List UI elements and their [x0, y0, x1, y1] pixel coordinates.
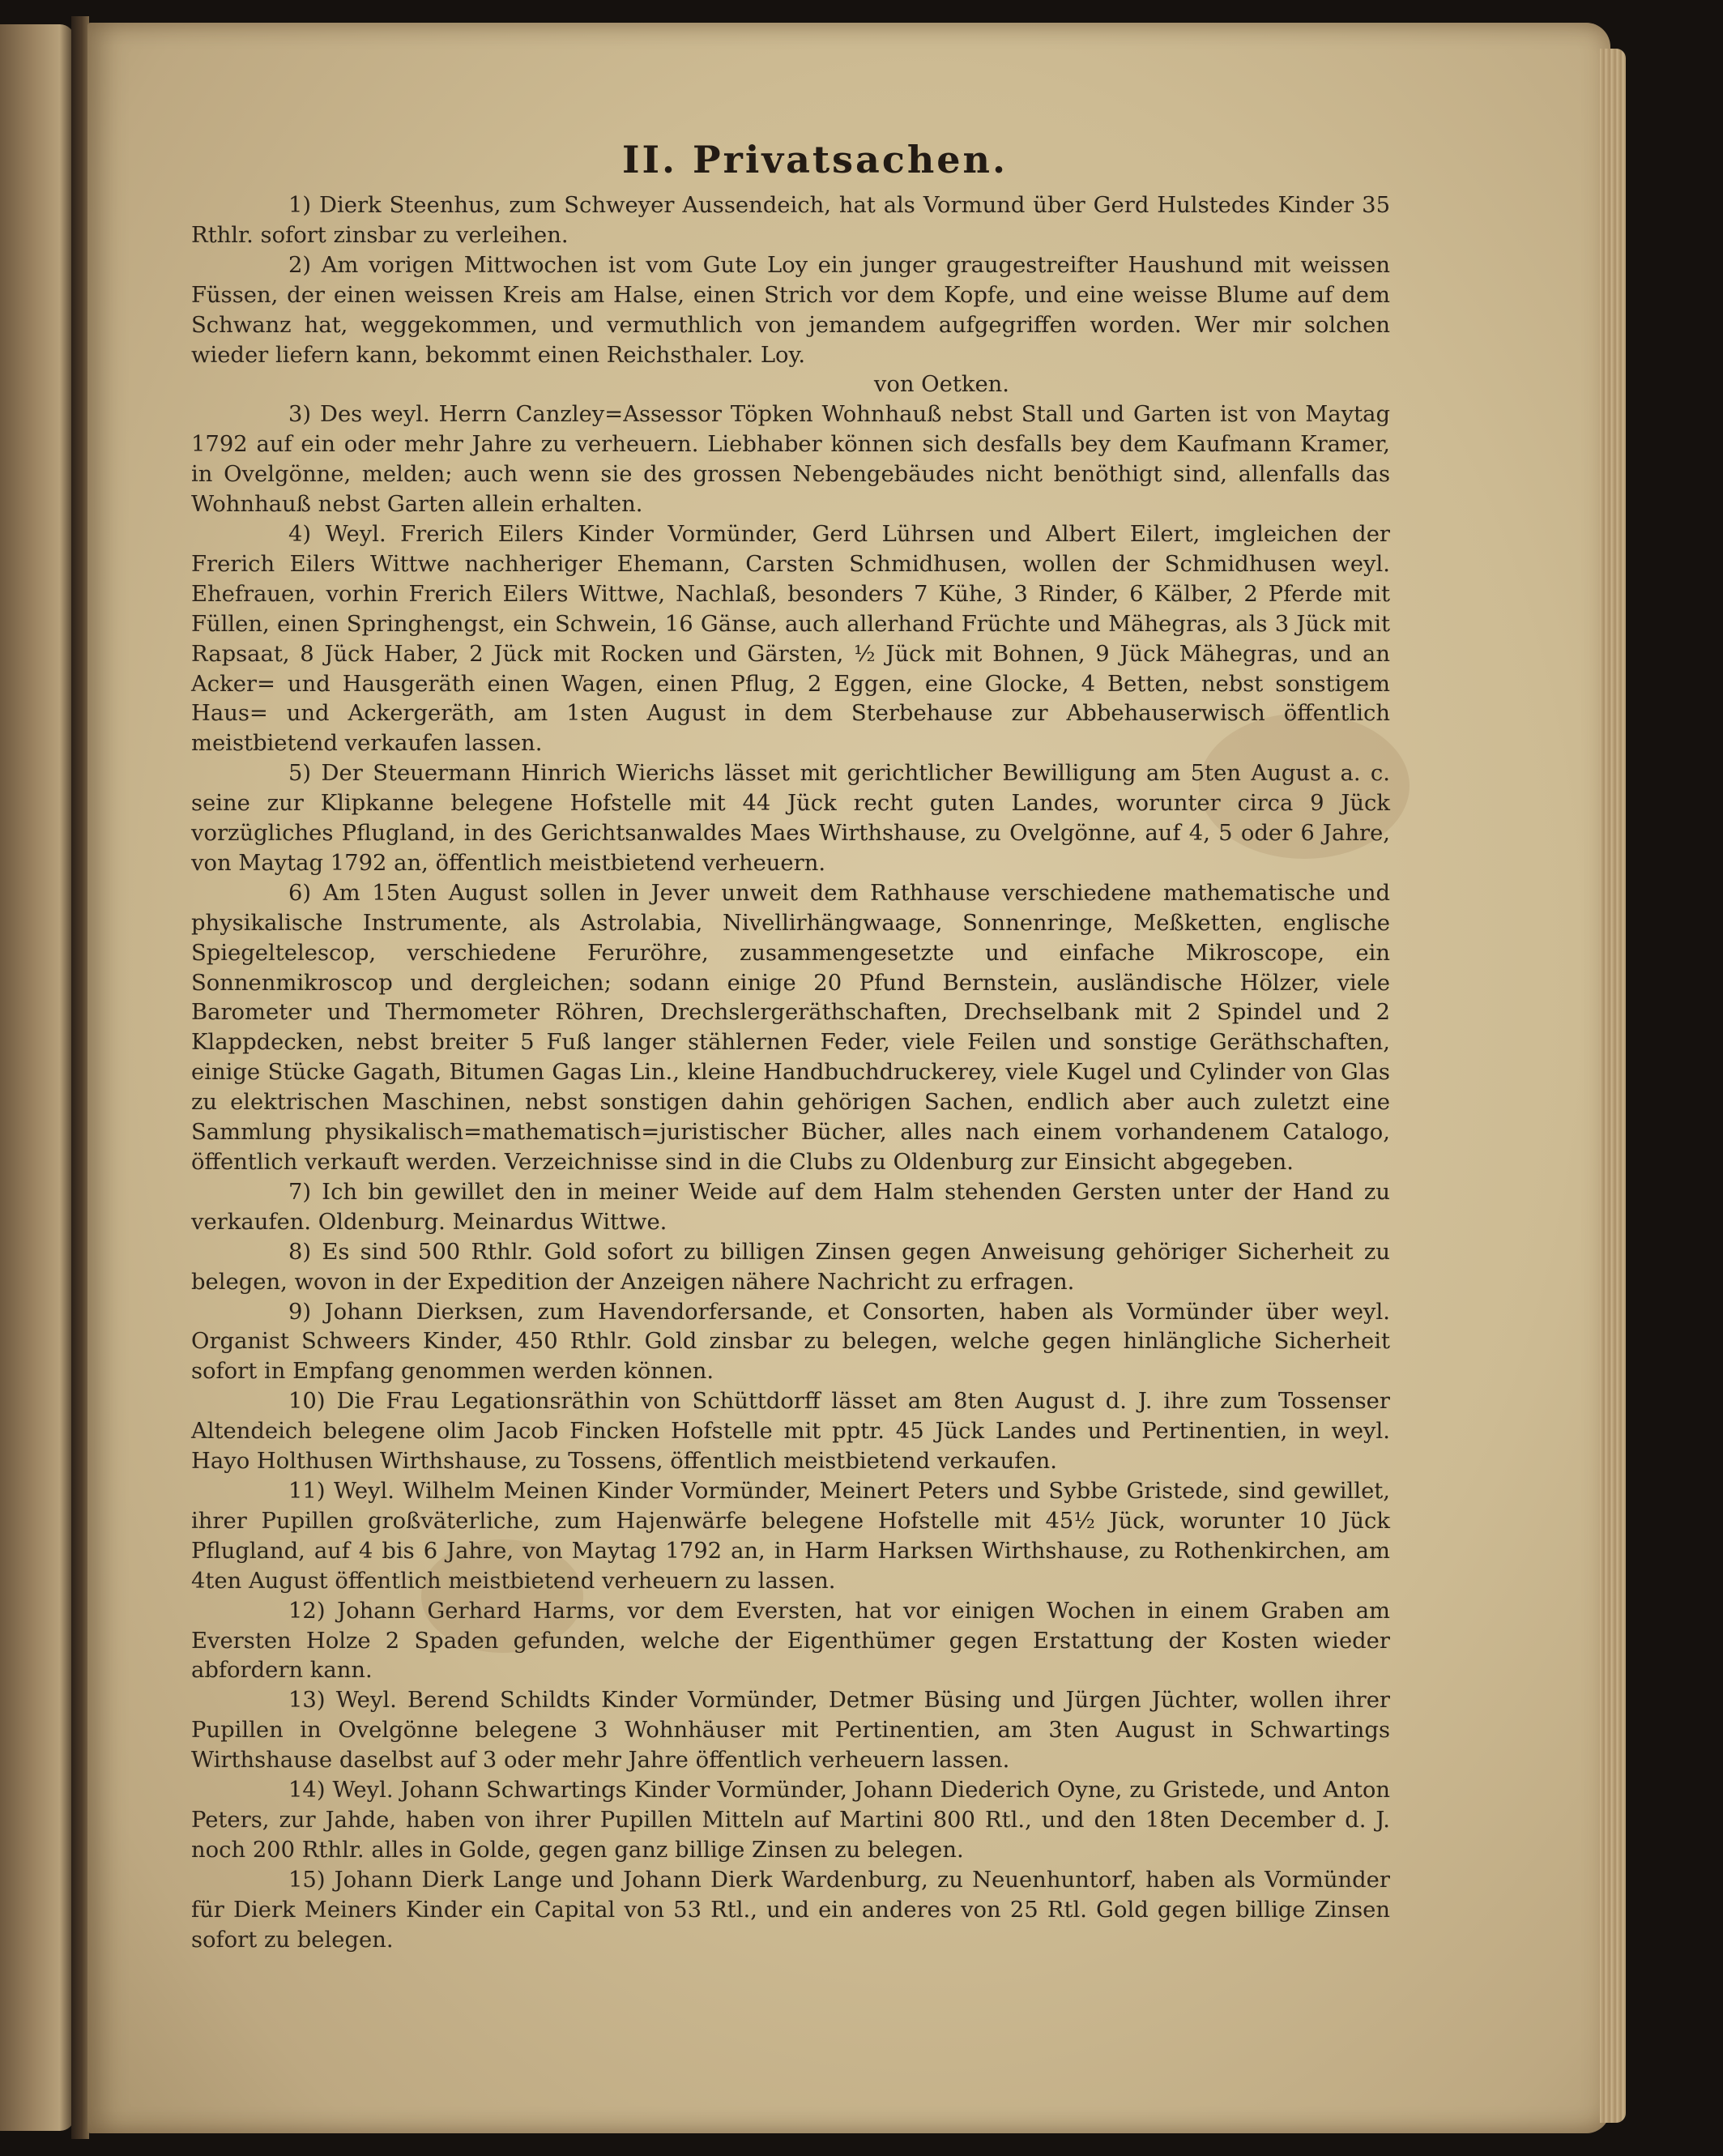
notice-14	[191, 1776, 1390, 1866]
notice-text: 15) Johann Dierk Lange und Johann Dierk Wardenburg, zu Neuenhuntorf, haben als Vormünder für Dierk Meiners Kinder ein Capital von 53 Rtl., und ein anderes von 25 Rtl. Gold gegen billige Zinsen sofort zu belegen.	[191, 1867, 1390, 1953]
section-title: II. Privatsachen.	[621, 138, 1009, 181]
notice-2	[191, 251, 1390, 401]
notice-8	[191, 1238, 1390, 1298]
notice-text: 6) Am 15ten August sollen in Jever unweit dem Rathhause verschiedene mathematische und physikalische Instrumente, als Astrolabia, Nivellirhängwaage, Sonnenringe, Meßketten, englische Spiegeltelescop, verschiedene Feruröhre, zusammengesetzte und einfache Mikroscope, ein Sonnenmikroscop und dergleichen; sodann einige 20 Pfund Bernstein, ausländische Hölzer, viele Barometer und Thermometer Röhren, Drechslergeräthschaften, Drechselbank mit 2 Spindel und 2 Klappdecken, nebst breiter 5 Fuß langer stählernen Feder, viele Feilen und sonstige Geräthschaften, einige Stücke Gagath, Bitumen Gagas Lin., kleine Handbuchdruckerey, viele Kugel und Cylinder von Glas zu elektrischen Maschinen, nebst sonstigen dahin gehörigen Sachen, endlich aber auch zuletzt eine Sammlung physikalisch=mathematisch=juristischer Bücher, alles nach einem vorhandenem Catalogo, öffentlich verkauft werden. Verzeichnisse sind in die Clubs zu Oldenburg zur Einsicht abgegeben.	[191, 880, 1390, 1175]
facing-page-edge	[0, 24, 75, 2131]
page-stack-edge	[1600, 49, 1626, 2123]
notice-text: 12) Johann Gerhard Harms, vor dem Eversten, hat vor einigen Wochen in einem Graben am Eversten Holze 2 Spaden gefunden, welche der Eigenthümer gegen Erstattung der Kosten wieder abfordern kann.	[191, 1598, 1390, 1684]
notice-text: 1) Dierk Steenhus, zum Schweyer Aussendeich, hat als Vormund über Gerd Hulstedes Kinder 35 Rthlr. sofort zinsbar zu verleihen.	[191, 193, 1390, 248]
notice-list	[191, 191, 1390, 1955]
book-gutter	[71, 16, 89, 2139]
notice-7	[191, 1178, 1390, 1238]
notice-1	[191, 191, 1390, 251]
notice-3	[191, 400, 1390, 520]
notice-text: 9) Johann Dierksen, zum Havendorfersande, et Consorten, haben als Vormünder über weyl. Organist Schweers Kinder, 450 Rthlr. Gold zinsbar zu belegen, welche gegen hinlängliche Sicherheit sofort in Empfang genommen werden können.	[191, 1299, 1390, 1385]
notice-text: 3) Des weyl. Herrn Canzley=Assessor Töpken Wohnhauß nebst Stall und Garten ist von Maytag 1792 auf ein oder mehr Jahre zu verheuern. Liebhaber können sich desfalls bey dem Kaufmann Kramer, in Ovelgönne, melden; auch wenn sie des grossen Nebengebäudes nicht benöthigt sind, allenfalls das Wohnhauß nebst Garten allein erhalten.	[191, 402, 1390, 518]
notice-text: 5) Der Steuermann Hinrich Wierichs lässet mit gerichtlicher Bewilligung am 5ten August a. c. seine zur Klipkanne belegene Hofstelle mit 44 Jück recht guten Landes, worunter circa 9 Jück vorzügliches Pflugland, in des Gerichtsanwaldes Maes Wirthshause, zu Ovelgönne, auf 4, 5 oder 6 Jahre, von Maytag 1792 an, öffentlich meistbietend verheuern.	[191, 761, 1390, 876]
notice-12	[191, 1597, 1390, 1687]
notice-text: 10) Die Frau Legationsräthin von Schüttdorff lässet am 8ten August d. J. ihre zum Tossenser Altendeich belegene olim Jacob Fincken Hofstelle mit pptr. 45 Jück Landes und Pertinentien, in weyl. Hayo Holthusen Wirthshause, zu Tossens, öffentlich meistbietend verkaufen.	[191, 1389, 1390, 1475]
notice-11	[191, 1477, 1390, 1597]
notice-text: 11) Weyl. Wilhelm Meinen Kinder Vormünder, Meinert Peters und Sybbe Gristede, sind gewillet, ihrer Pupillen großväterliche, zum Hajenwärfe belegene Hofstelle mit 45½ Jück, worunter 10 Jück Pflugland, auf 4 bis 6 Jahre, von Maytag 1792 an, in Harm Harksen Wirthshause, zu Rothenkirchen, am 4ten August öffentlich meistbietend verheuern zu lassen.	[191, 1478, 1390, 1594]
notice-6	[191, 879, 1390, 1178]
notice-15	[191, 1866, 1390, 1956]
notice-text: 8) Es sind 500 Rthlr. Gold sofort zu billigen Zinsen gegen Anweisung gehöriger Sicherheit zu belegen, wovon in der Expedition der Anzeigen nähere Nachricht zu erfragen.	[191, 1239, 1390, 1295]
notice-signature: von Oetken.	[873, 372, 1009, 398]
notice-10	[191, 1387, 1390, 1477]
notice-text: 2) Am vorigen Mittwochen ist vom Gute Loy ein junger graugestreifter Haushund mit weissen Füssen, der einen weissen Kreis am Halse, einen Strich vor dem Kopfe, und eine weisse Blume auf dem Schwanz hat, weggekommen, und vermuthlich von jemandem aufgegriffen worden. Wer mir solchen wieder liefern kann, bekommt einen Reichsthaler. Loy.	[191, 252, 1390, 368]
notice-text: 14) Weyl. Johann Schwartings Kinder Vormünder, Johann Diederich Oyne, zu Gristede, und Anton Peters, zur Jahde, haben von ihrer Pupillen Mitteln auf Martini 800 Rtl., und den 18ten December d. J. noch 200 Rthlr. alles in Golde, gegen ganz billige Zinsen zu belegen.	[191, 1778, 1390, 1863]
notice-9	[191, 1298, 1390, 1388]
notice-text: 4) Weyl. Frerich Eilers Kinder Vormünder, Gerd Lührsen und Albert Eilert, imgleichen der Frerich Eilers Wittwe nachheriger Ehemann, Carsten Schmidhusen, wollen der Schmidhusen weyl. Ehefrauen, vorhin Frerich Eilers Wittwe, Nachlaß, besonders 7 Kühe, 3 Rinder, 6 Kälber, 2 Pferde mit Füllen, einen Springhengst, ein Schwein, 16 Gänse, auch allerhand Früchte und Mähegras, als 3 Jück mit Rapsaat, 8 Jück Haber, 2 Jück mit Rocken und Gärsten, ½ Jück mit Bohnen, 9 Jück Mähegras, und an Acker= und Hausgeräth einen Wagen, einen Pflug, 2 Eggen, eine Glocke, 4 Betten, nebst sonstigem Haus= und Ackergeräth, am 1sten August in dem Sterbehause zur Abbehauserwisch öffentlich meistbietend verkaufen lassen.	[191, 521, 1390, 757]
notice-4	[191, 520, 1390, 759]
notice-text: 7) Ich bin gewillet den in meiner Weide auf dem Halm stehenden Gersten unter der Hand zu verkaufen. Oldenburg. Meinardus Wittwe.	[191, 1179, 1390, 1235]
page-content	[191, 138, 1390, 1955]
notice-text: 13) Weyl. Berend Schildts Kinder Vormünder, Detmer Büsing und Jürgen Jüchter, wollen ihrer Pupillen in Ovelgönne belegene 3 Wohnhäuser mit Pertinentien, am 3ten August in Schwartings Wirthshause daselbst auf 3 oder mehr Jahre öffentlich verheuern lassen.	[191, 1688, 1390, 1774]
notice-5	[191, 759, 1390, 879]
notice-13	[191, 1686, 1390, 1776]
